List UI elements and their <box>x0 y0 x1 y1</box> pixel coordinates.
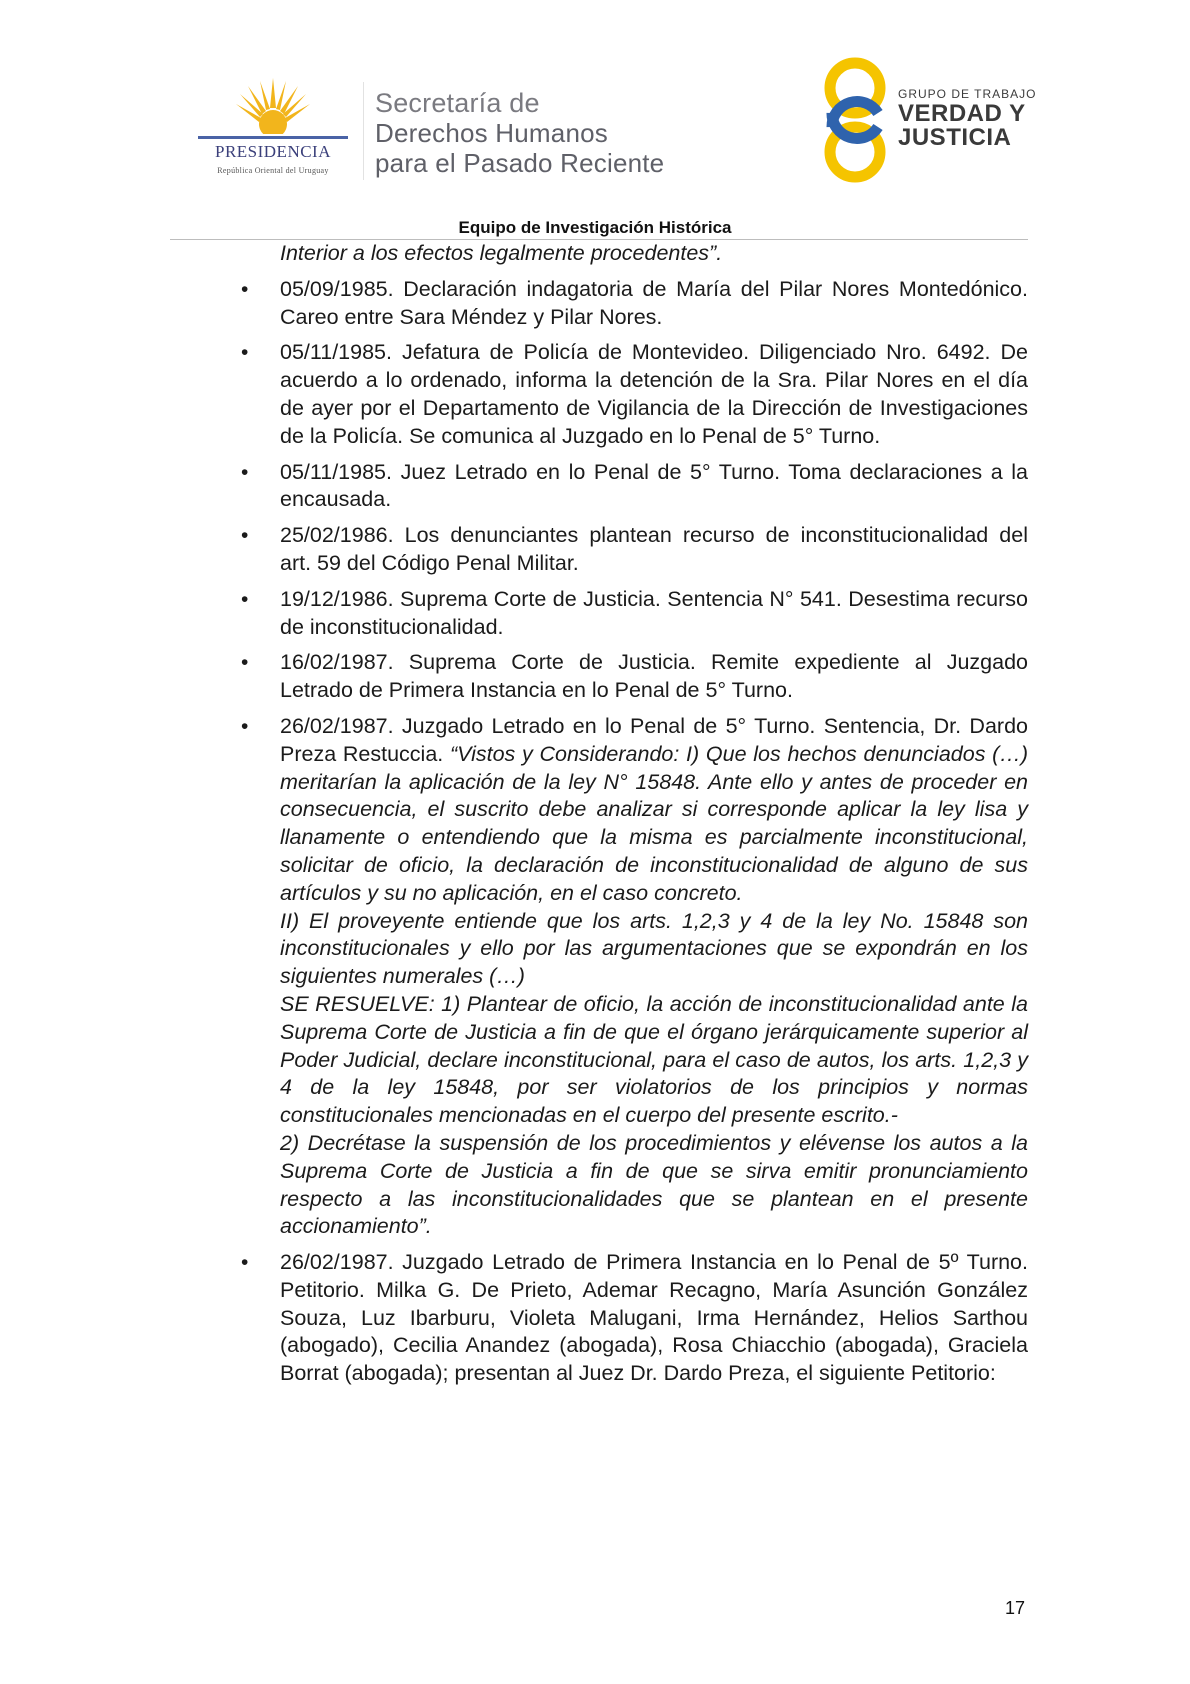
sentence-quote: “Vistos y Considerando: I) Que los hechos denunciados (…) meritarían la aplicación de la ley N° 15848. Ante ello y antes de proceder en consecuencia, el suscrito debe analizar si corresponde aplicar la ley lisa y llanamente o entendiendo que la misma es parcialmente inconstitucional, solicitar de oficio, la declaración de inconstitucionalidad de alguno de sus artículos y su no aplicación, en el caso concreto. <box>280 741 1028 905</box>
list-item <box>241 339 1028 450</box>
page-header <box>0 0 1190 215</box>
presidencia-logo <box>198 78 348 178</box>
bullet-icon: • <box>241 651 249 675</box>
list-item <box>241 522 1028 578</box>
document-body <box>241 240 1028 1388</box>
bullet-icon: • <box>241 460 249 484</box>
list-item <box>241 1249 1028 1388</box>
header-divider <box>363 82 364 180</box>
list-item-text: 25/02/1986. Los denunciantes plantean recurso de inconstitucionalidad del art. 59 del Código Penal Militar. <box>280 523 1028 575</box>
bullet-icon: • <box>241 1251 249 1275</box>
grupo-trabajo-label: GRUPO DE TRABAJO <box>898 87 1037 101</box>
list-item-text: 26/02/1987. Juzgado Letrado de Primera Instancia en lo Penal de 5º Turno. Petitorio. Milka G. De Prieto, Ademar Recagno, María Asunción González Souza, Luz Ibarburu, Violeta Malugani, Irma Hernández, Helios Sarthou (abogado), Cecilia Anandez (abogada), Rosa Chiacchio (abogada), Graciela Borrat (abogada); presentan al Juez Dr. Dardo Preza, el siguiente Petitorio: <box>280 1250 1028 1386</box>
list-item-text: 05/11/1985. Juez Letrado en lo Penal de 5° Turno. Toma declaraciones a la encausada. <box>280 459 1028 512</box>
list-item <box>241 649 1028 705</box>
lead-paragraph: Interior a los efectos legalmente procedentes”. <box>280 241 723 265</box>
list-item <box>241 586 1028 642</box>
bullet-icon: • <box>241 277 249 301</box>
list-item-intro: 26/02/1987. Juzgado Letrado en lo Penal de 5° Turno. Sentencia, Dr. Dardo Preza Restuccia. <box>280 713 1028 766</box>
bullet-icon: • <box>241 714 249 738</box>
presidencia-divider <box>198 136 348 139</box>
bullet-icon: • <box>241 341 249 365</box>
sentence-resolution: SE RESUELVE: 1) Plantear de oficio, la acción de inconstitucionalidad ante la Suprema Corte de Justicia a fin de que el órgano jerárquicamente superior al Poder Judicial, declare inconstitucional, para el caso de autos, los arts. 1,2,3 y 4 de la ley 15848, por ser violatorios de los principios y normas constitucionales mencionadas en el cuerpo del presente escrito.- <box>280 991 1028 1128</box>
justicia-label: JUSTICIA <box>898 124 1012 151</box>
sun-emblem-icon <box>234 78 312 138</box>
list-item-text: 19/12/1986. Suprema Corte de Justicia. Sentencia N° 541. Desestima recurso de inconstitucionalidad. <box>280 586 1028 639</box>
list-item <box>241 713 1028 1241</box>
bullet-icon: • <box>241 524 249 548</box>
team-title: Equipo de Investigación Histórica <box>458 218 732 237</box>
list-item <box>241 276 1028 332</box>
verdad-justicia-logo <box>820 55 1040 185</box>
secretaria-line-1: Secretaría de <box>375 88 540 118</box>
list-item-text: 16/02/1987. Suprema Corte de Justicia. Remite expediente al Juzgado Letrado de Primera Instancia en lo Penal de 5° Turno. <box>280 650 1028 703</box>
presidencia-name: PRESIDENCIA <box>214 142 331 161</box>
list-item-text: 05/11/1985. Jefatura de Policía de Montevideo. Diligenciado Nro. 6492. De acuerdo a lo ordenado, informa la detención de la Sra. Pilar Nores en el día de ayer por el Departamento de Vigilancia de la Dirección de Investigaciones de la Policía. Se comunica al Juzgado en lo Penal de 5° Turno. <box>280 340 1028 448</box>
secretaria-logo-text <box>375 88 664 178</box>
secretaria-line-2: Derechos Humanos <box>375 118 608 148</box>
list-item <box>241 459 1028 515</box>
presidencia-subtitle: República Oriental del Uruguay <box>217 166 329 175</box>
page-number: 17 <box>1005 1598 1026 1618</box>
list-item-text <box>280 713 1028 908</box>
linked-rings-icon <box>820 55 890 185</box>
bullet-icon: • <box>241 587 249 611</box>
sentence-resolution-2: 2) Decrétase la suspensión de los procedimientos y elévense los autos a la Suprema Corte de Justicia a fin de que se sirva emitir pronunciamiento respecto a las inconstitucionalidades que se plantean en el presente accionamiento”. <box>280 1130 1028 1239</box>
secretaria-line-3: para el Pasado Reciente <box>375 148 665 178</box>
verdad-label: VERDAD Y <box>898 100 1026 127</box>
list-item-text: 05/09/1985. Declaración indagatoria de María del Pilar Nores Montedónico. Careo entre Sara Méndez y Pilar Nores. <box>280 276 1028 329</box>
sentence-quote-part-2: II) El proveyente entiende que los arts. 1,2,3 y 4 de la ley No. 15848 son inconstitucionales y ello por las argumentaciones que se expondrán en los siguientes numerales (…) <box>280 908 1028 989</box>
